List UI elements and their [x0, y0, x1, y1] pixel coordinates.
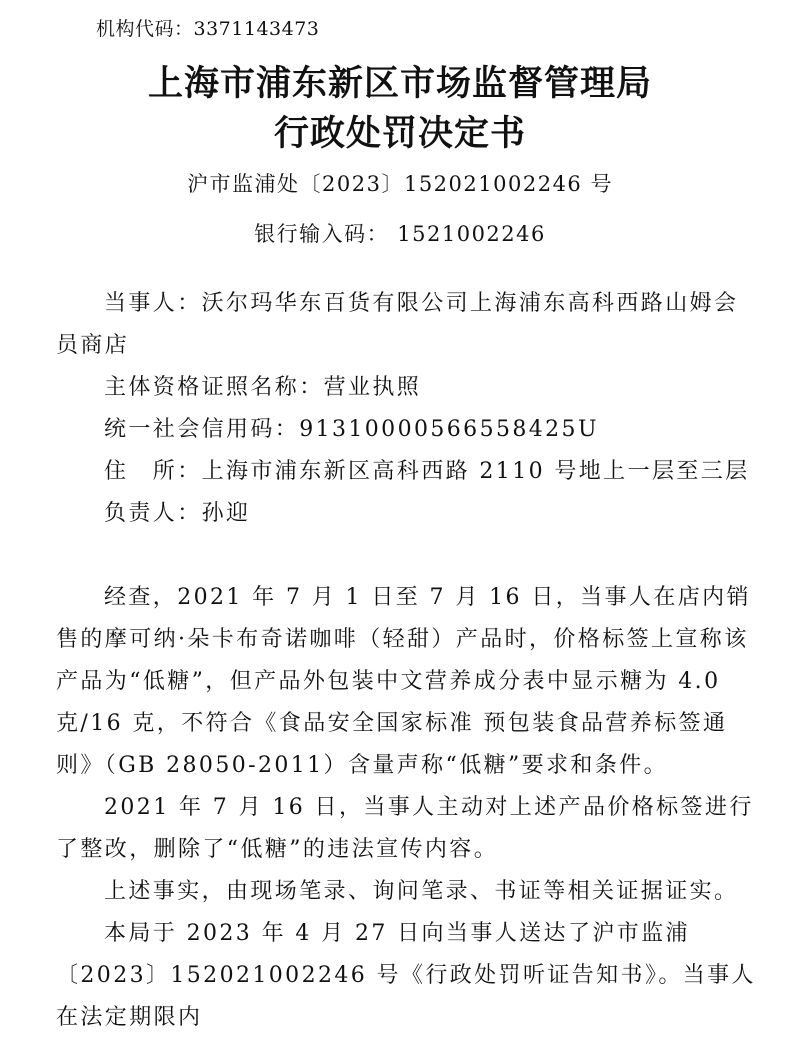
body-paragraph-notice: 本局于 2023 年 4 月 27 日向当事人送达了沪市监浦〔2023〕152021002246 号《行政处罚听证告知书》。当事人在法定期限内 — [56, 921, 756, 1030]
document-title: 行政处罚决定书 — [273, 113, 526, 154]
body-paragraph-rectification: 2021 年 7 月 16 日，当事人主动对上述产品价格标签进行了整改，删除了“低糖”的违法宣传内容。 — [56, 795, 754, 862]
body-paragraph-facts: 经查，2021 年 7 月 1 日至 7 月 16 日，当事人在店内销售的摩可纳·朵卡布奇诺咖啡（轻甜）产品时，价格标签上宣称该产品为“低糖”，但产品外包装中文营养成分表中显示糖为 4.0 克/16 克，不符合《食品安全国家标准 预包装食品营养标签通则》（GB 28050-2011）含量声称“低糖”要求和条件。 — [56, 585, 751, 778]
bank-input-code: 银行输入码： 1521002246 — [254, 222, 546, 246]
document-number: 沪市监浦处〔2023〕152021002246 号 — [187, 172, 613, 196]
party-name: 当事人：沃尔玛华东百货有限公司上海浦东高科西路山姆会员商店 — [56, 291, 739, 358]
document-body — [56, 283, 756, 1039]
paragraph-gap — [56, 535, 756, 577]
party-address: 住 所：上海市浦东新区高科西路 2110 号地上一层至三层 — [104, 459, 750, 484]
body-paragraph-evidence: 上述事实，由现场笔录、询问笔录、书证等相关证据证实。 — [104, 879, 739, 904]
license-type: 主体资格证照名称：营业执照 — [104, 375, 422, 400]
org-code: 机构代码：3371143473 — [96, 18, 320, 40]
agency-title: 上海市浦东新区市场监督管理局 — [147, 63, 652, 104]
person-in-charge: 负责人：孙迎 — [104, 501, 251, 526]
credit-code: 统一社会信用码：91310000566558425U — [104, 417, 599, 442]
